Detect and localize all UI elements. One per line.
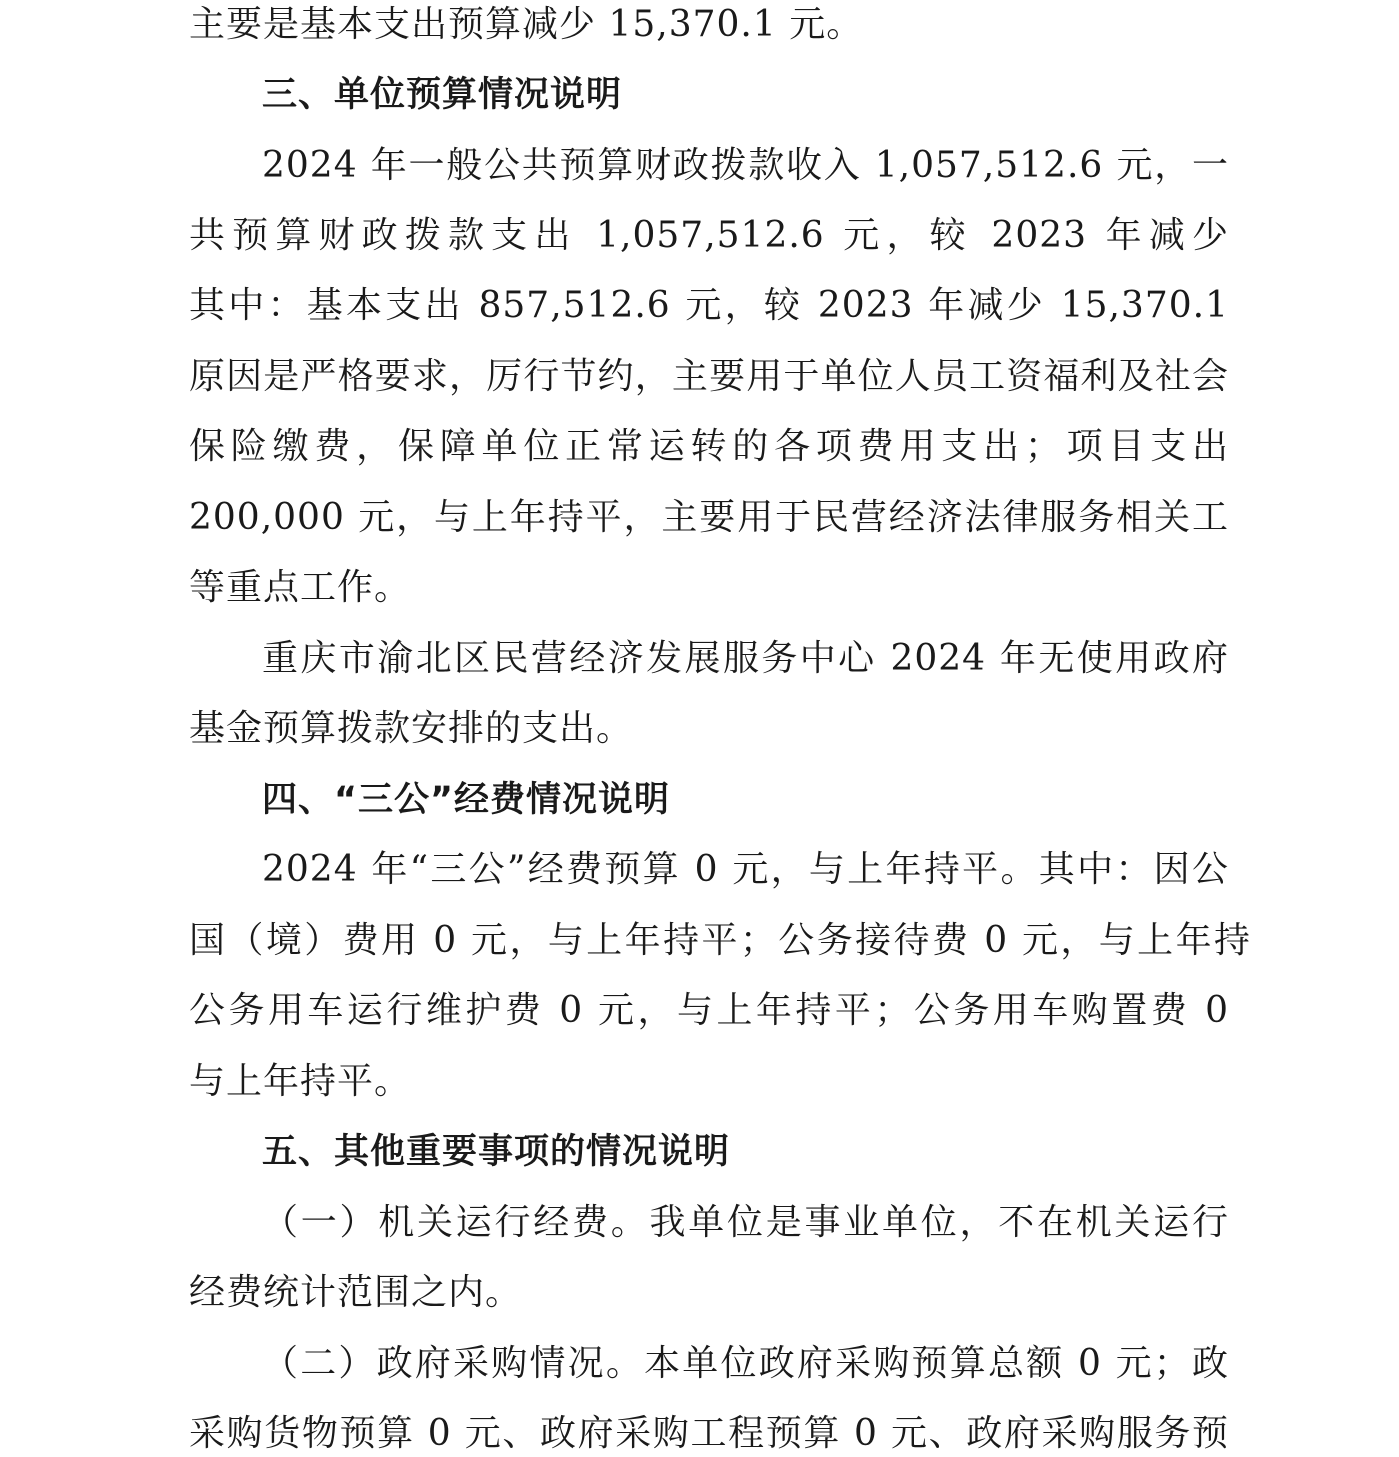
section-heading-5: 五、其他重要事项的情况说明 [262,1132,731,1172]
text-line: 基金预算拨款安排的支出。 [189,708,634,749]
text-line: 与上年持平。 [189,1061,412,1102]
section-heading-3: 三、单位预算情况说明 [262,75,623,115]
text-line: 等重点工作。 [189,567,412,608]
text-line: 200,000 元，与上年持平，主要用于民营经济法律服务相关工 [189,497,1229,538]
text-line: 保险缴费，保障单位正常运转的各项费用支出；项目支出 [189,426,1229,467]
text-line: 采购货物预算 0 元、政府采购工程预算 0 元、政府采购服务预 [189,1413,1229,1454]
text-line: 2024 年“三公”经费预算 0 元，与上年持平。其中：因公 [262,849,1229,890]
text-line: 共预算财政拨款支出 1,057,512.6 元，较 2023 年减少 [189,215,1229,256]
text-line: （二）政府采购情况。本单位政府采购预算总额 0 元；政 [262,1343,1229,1384]
text-line: （一）机关运行经费。我单位是事业单位，不在机关运行 [262,1202,1229,1243]
text-line: 原因是严格要求，厉行节约，主要用于单位人员工资福利及社会 [189,356,1229,397]
text-line: 经费统计范围之内。 [189,1272,523,1313]
text-line: 国（境）费用 0 元，与上年持平；公务接待费 0 元，与上年持 [189,920,1251,961]
text-line: 公务用车运行维护费 0 元，与上年持平；公务用车购置费 0 [189,990,1229,1031]
section-heading-4: 四、“三公”经费情况说明 [262,780,671,820]
text-line: 其中：基本支出 857,512.6 元，较 2023 年减少 15,370.1 [189,285,1229,326]
text-line: 重庆市渝北区民营经济发展服务中心 2024 年无使用政府 [262,638,1229,679]
text-line: 主要是基本支出预算减少 15,370.1 元。 [189,4,864,45]
text-line: 2024 年一般公共预算财政拨款收入 1,057,512.6 元，一 [262,145,1229,186]
